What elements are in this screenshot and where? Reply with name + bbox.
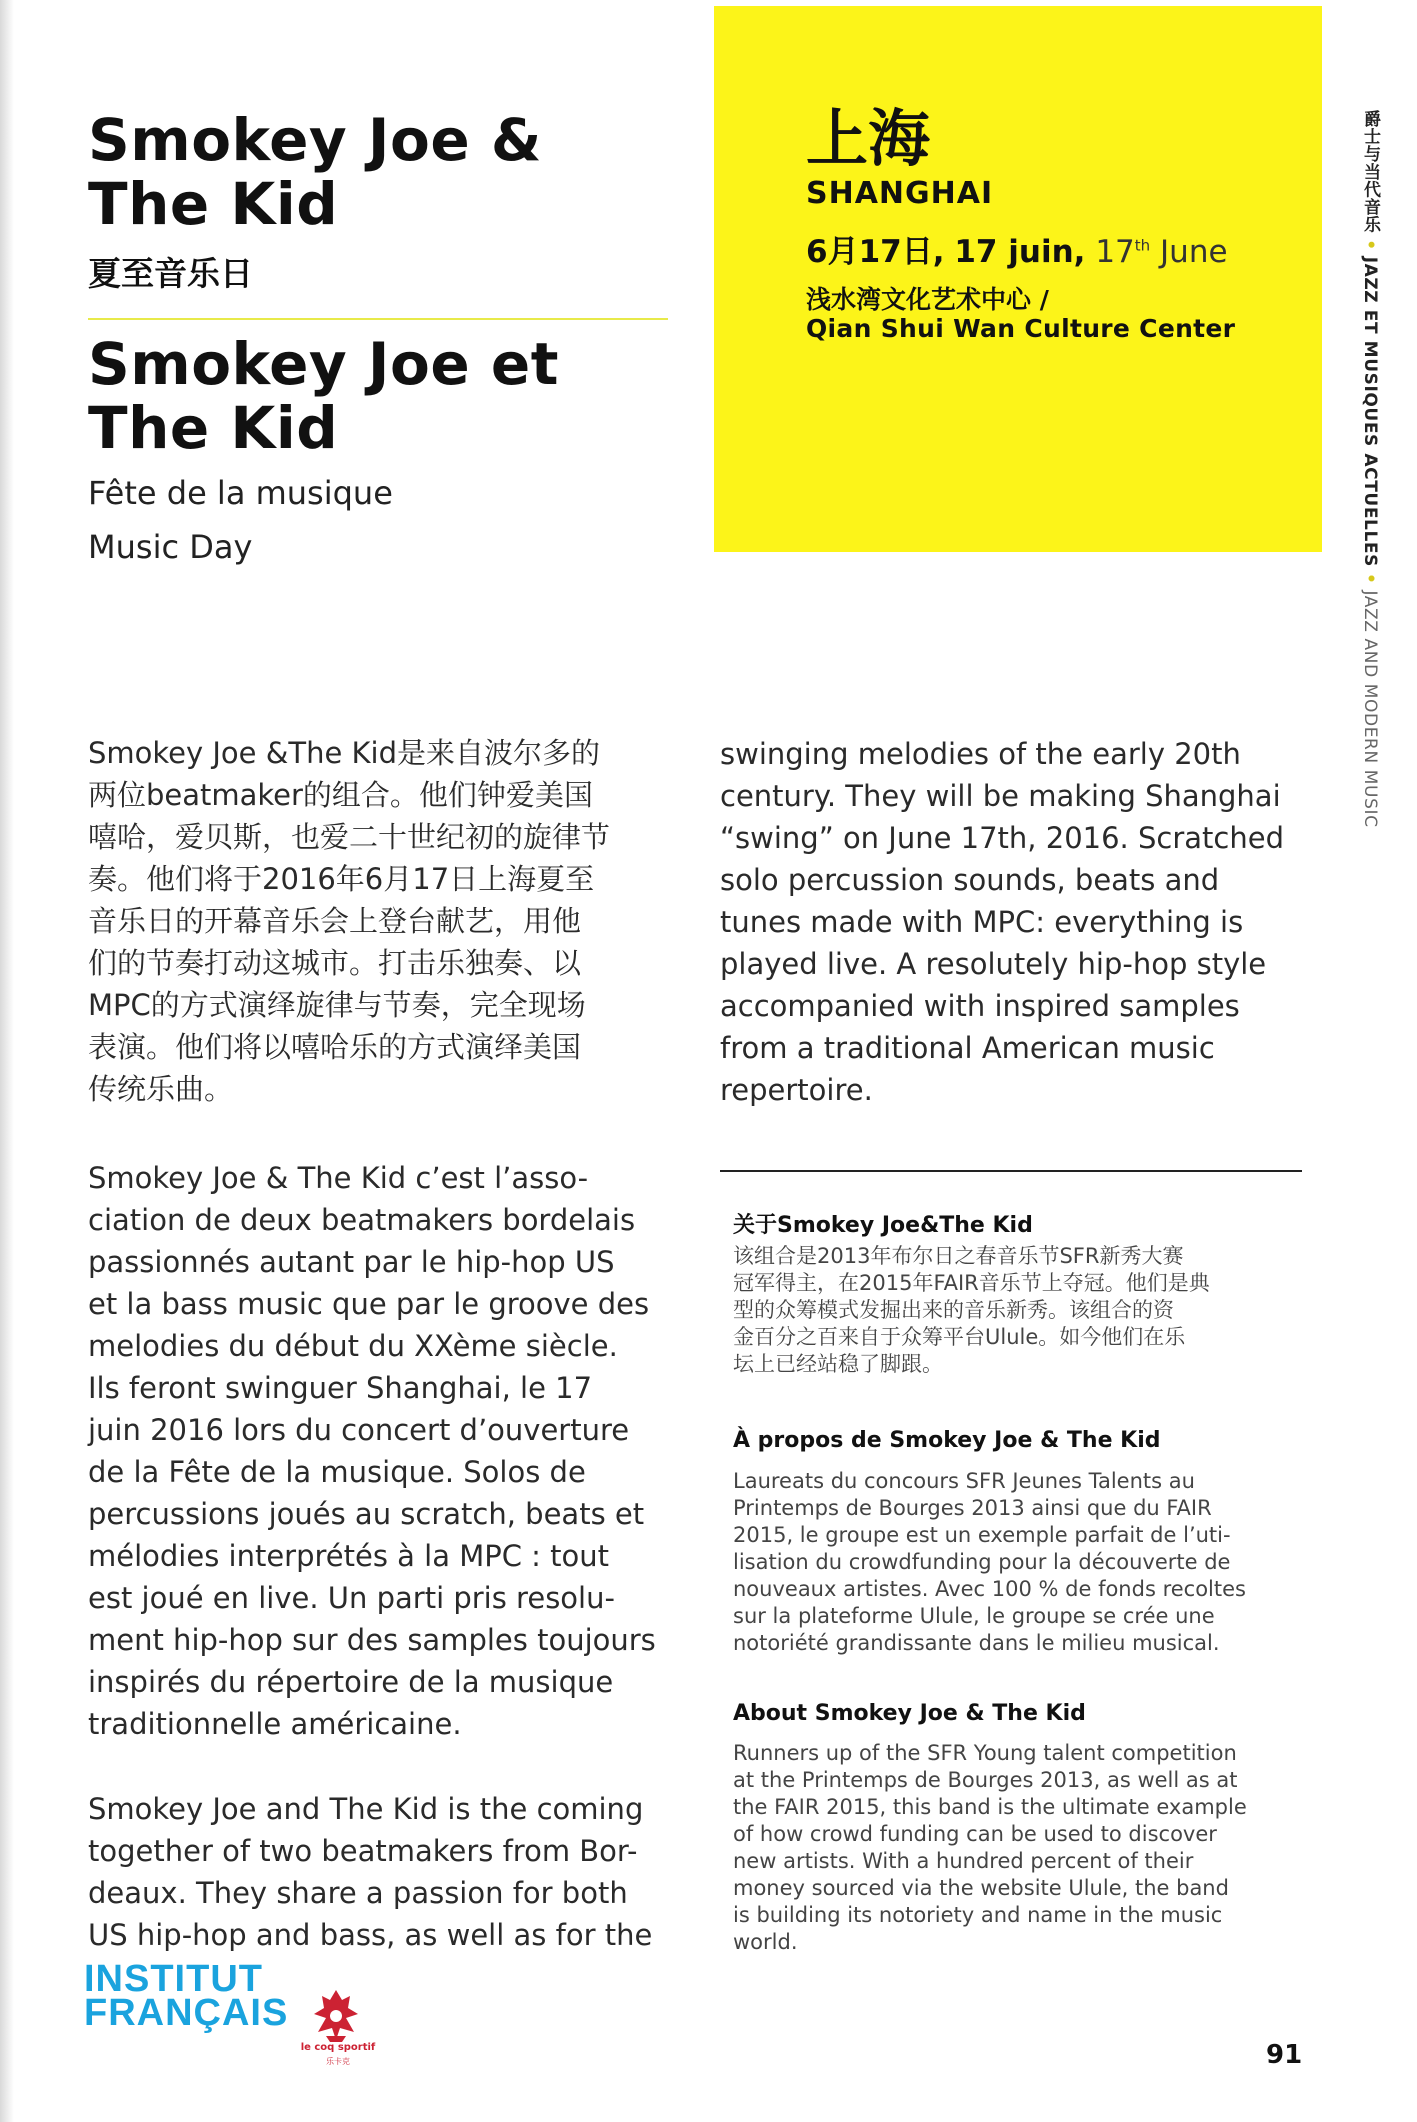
date-english-day: 17 bbox=[1095, 234, 1135, 270]
side-label-french: JAZZ ET MUSIQUES ACTUELLES bbox=[1360, 256, 1380, 567]
text-line: new artists. With a hundred percent of their bbox=[733, 1849, 1194, 1873]
text-line: ciation de deux beatmakers bordelais bbox=[88, 1203, 636, 1237]
about-heading-english: About Smokey Joe & The Kid bbox=[733, 1701, 1086, 1726]
text-line: from a traditional American music bbox=[720, 1031, 1215, 1065]
text-line: 冠军得主，在2015年FAIR音乐节上夺冠。他们是典 bbox=[733, 1271, 1210, 1295]
text-line: ment hip-hop sur des samples toujours bbox=[88, 1623, 656, 1657]
title-line: The Kid bbox=[88, 394, 339, 462]
body-english-paragraph-start bbox=[88, 1788, 652, 1956]
rooster-logo-text-chinese: 乐卡克 bbox=[326, 2057, 350, 2066]
date-english-month: June bbox=[1160, 234, 1228, 270]
text-line: 传统乐曲。 bbox=[88, 1072, 234, 1106]
text-line: of how crowd funding can be used to discover bbox=[733, 1822, 1217, 1846]
body-english-paragraph-continued bbox=[720, 733, 1284, 1111]
title-line: The Kid bbox=[88, 170, 339, 238]
date-french: 17 juin, bbox=[954, 234, 1086, 270]
text-line: 嘻哈，爱贝斯，也爱二十世纪初的旋律节 bbox=[88, 820, 611, 854]
text-line: repertoire. bbox=[720, 1073, 873, 1107]
text-line: 该组合是2013年布尔日之春音乐节SFR新秀大赛 bbox=[733, 1244, 1184, 1268]
text-line: world. bbox=[733, 1930, 798, 1954]
text-line: “swing” on June 17th, 2016. Scratched bbox=[720, 821, 1284, 855]
text-line: sur la plateforme Ulule, le groupe se crée une bbox=[733, 1604, 1215, 1628]
side-label-separator: • bbox=[1360, 239, 1380, 251]
body-french-paragraph bbox=[88, 1157, 656, 1745]
text-line: Laureats du concours SFR Jeunes Talents au bbox=[733, 1469, 1195, 1493]
institut-francais-logo bbox=[84, 1958, 289, 2034]
text-line: et la bass music que par le groove des bbox=[88, 1287, 650, 1321]
text-line: passionnés autant par le hip-hop US bbox=[88, 1245, 615, 1279]
side-label-chinese: 爵士与当代音乐 bbox=[1360, 110, 1380, 234]
city-chinese: 上海 bbox=[806, 102, 931, 175]
text-line: together of two beatmakers from Bor- bbox=[88, 1834, 638, 1868]
about-heading-chinese: 关于Smokey Joe&The Kid bbox=[733, 1213, 1033, 1238]
text-line: traditionnelle américaine. bbox=[88, 1707, 462, 1741]
logo-line: FRANÇAIS bbox=[84, 1992, 289, 2034]
text-line: century. They will be making Shanghai bbox=[720, 779, 1281, 813]
text-line: Smokey Joe &The Kid是来自波尔多的 bbox=[88, 736, 600, 770]
about-text-english bbox=[733, 1740, 1247, 1956]
text-line: mélodies interprétés à la MPC : tout bbox=[88, 1539, 610, 1573]
rooster-logo-text: le coq sportif bbox=[300, 2042, 376, 2053]
title-divider bbox=[88, 318, 668, 320]
about-divider bbox=[720, 1170, 1302, 1172]
page-number: 91 bbox=[1266, 2040, 1303, 2070]
title-line: Smokey Joe et bbox=[88, 330, 559, 398]
text-line: 金百分之百来自于众筹平台Ulule。如今他们在乐 bbox=[733, 1325, 1186, 1349]
venue-chinese: 浅水湾文化艺术中心 / bbox=[806, 285, 1049, 314]
about-text-french bbox=[733, 1468, 1246, 1657]
text-line: Printemps de Bourges 2013 ainsi que du FAIR bbox=[733, 1496, 1212, 1520]
logo-line: INSTITUT bbox=[84, 1958, 263, 2000]
text-line: Runners up of the SFR Young talent competition bbox=[733, 1741, 1237, 1765]
text-line: the FAIR 2015, this band is the ultimate example bbox=[733, 1795, 1247, 1819]
text-line: Smokey Joe & The Kid c’est l’asso- bbox=[88, 1161, 589, 1195]
date-chinese: 6月17日, bbox=[806, 234, 945, 270]
text-line: tunes made with MPC: everything is bbox=[720, 905, 1244, 939]
text-line: nouveaux artistes. Avec 100 % de fonds recoltes bbox=[733, 1577, 1246, 1601]
section-side-label bbox=[1358, 110, 1383, 828]
text-line: 们的节奏打动这城市。打击乐独奏、以 bbox=[88, 946, 582, 980]
text-line: is building its notoriety and name in the music bbox=[733, 1903, 1223, 1927]
subtitle-chinese: 夏至音乐日 bbox=[88, 254, 253, 293]
city-english: SHANGHAI bbox=[806, 176, 994, 211]
text-line: 奏。他们将于2016年6月17日上海夏至 bbox=[88, 862, 595, 896]
text-line: 坛上已经站稳了脚跟。 bbox=[733, 1352, 943, 1376]
text-line: US hip-hop and bass, as well as for the bbox=[88, 1918, 653, 1952]
text-line: 2015, le groupe est un exemple parfait de l’uti- bbox=[733, 1523, 1231, 1547]
subtitle-french: Fête de la musique bbox=[88, 474, 393, 512]
event-date bbox=[806, 226, 1228, 271]
date-english-suffix: th bbox=[1134, 236, 1151, 255]
text-line: juin 2016 lors du concert d’ouverture bbox=[88, 1413, 630, 1447]
body-chinese-paragraph bbox=[88, 732, 610, 1110]
event-info-box bbox=[714, 6, 1322, 552]
text-line: accompanied with inspired samples bbox=[720, 989, 1240, 1023]
about-heading-french: À propos de Smokey Joe & The Kid bbox=[733, 1428, 1161, 1453]
text-line: melodies du début du XXème siècle. bbox=[88, 1329, 618, 1363]
text-line: solo percussion sounds, beats and bbox=[720, 863, 1220, 897]
text-line: inspirés du répertoire de la musique bbox=[88, 1665, 614, 1699]
text-line: 音乐日的开幕音乐会上登台献艺，用他 bbox=[88, 904, 582, 938]
text-line: 表演。他们将以嘻哈乐的方式演绎美国 bbox=[88, 1030, 582, 1064]
text-line: money sourced via the website Ulule, the band bbox=[733, 1876, 1229, 1900]
venue-english: Qian Shui Wan Culture Center bbox=[806, 314, 1236, 343]
text-line: notoriété grandissante dans le milieu musical. bbox=[733, 1631, 1220, 1655]
text-line: MPC的方式演绎旋律与节奏，完全现场 bbox=[88, 988, 586, 1022]
about-text-chinese bbox=[733, 1243, 1210, 1378]
title-chinese-section bbox=[88, 108, 542, 236]
side-label-separator: • bbox=[1360, 573, 1380, 585]
text-line: percussions joués au scratch, beats et bbox=[88, 1497, 645, 1531]
text-line: deaux. They share a passion for both bbox=[88, 1876, 628, 1910]
page-edge-shadow bbox=[0, 0, 14, 2122]
text-line: played live. A resolutely hip-hop style bbox=[720, 947, 1267, 981]
text-line: est joué en live. Un parti pris resolu- bbox=[88, 1581, 615, 1615]
text-line: de la Fête de la musique. Solos de bbox=[88, 1455, 586, 1489]
title-french-section bbox=[88, 332, 559, 460]
subtitle-english: Music Day bbox=[88, 528, 253, 566]
text-line: lisation du crowdfunding pour la découverte de bbox=[733, 1550, 1231, 1574]
title-line: Smokey Joe & bbox=[88, 106, 542, 174]
text-line: at the Printemps de Bourges 2013, as well as at bbox=[733, 1768, 1238, 1792]
text-line: 两位beatmaker的组合。他们钟爱美国 bbox=[88, 778, 593, 812]
side-label-english: JAZZ AND MODERN MUSIC bbox=[1360, 590, 1380, 828]
text-line: swinging melodies of the early 20th bbox=[720, 737, 1241, 771]
text-line: 型的众筹模式发掘出来的音乐新秀。该组合的资 bbox=[733, 1298, 1174, 1322]
text-line: Ils feront swinguer Shanghai, le 17 bbox=[88, 1371, 593, 1405]
text-line: Smokey Joe and The Kid is the coming bbox=[88, 1792, 644, 1826]
